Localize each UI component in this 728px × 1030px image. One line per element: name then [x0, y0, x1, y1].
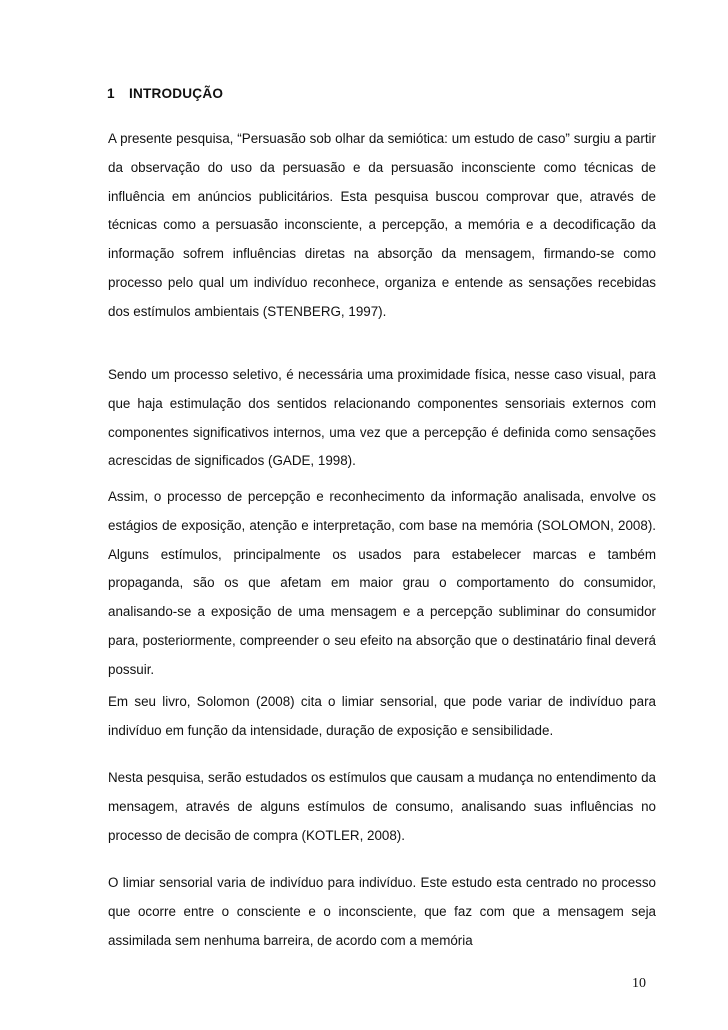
paragraph-threshold-varies: O limiar sensorial varia de indivíduo para indivíduo. Este estudo esta centrado no processo que ocorre entre o consciente e o inconsciente, que faz com que a mensagem seja assimilada sem nenhuma barreira, de acordo com a memória — [108, 875, 656, 948]
paragraph-perception-process: Assim, o processo de percepção e reconhecimento da informação analisada, envolve os estágios de exposição, atenção e interpretação, com base na memória (SOLOMON, 2008). Alguns estímulos, principalmente os usados para estabelecer marcas e também propaganda, são os que afetam em maior grau o comportamento do consumidor, analisando-se a exposição de uma mensagem e a percepção subliminar do consumidor para, posteriormente, compreender o seu efeito na absorção que o destinatário final deverá possuir. — [108, 489, 656, 677]
section-number: 1 — [107, 86, 115, 101]
paragraph-sensory-threshold: Em seu livro, Solomon (2008) cita o limiar sensorial, que pode variar de indivíduo para indivíduo em função da intensidade, duração de exposição e sensibilidade. — [108, 694, 656, 738]
paragraph-selective-process: Sendo um processo seletivo, é necessária uma proximidade física, nesse caso visual, para que haja estimulação dos sentidos relacionando componentes sensoriais externos com componentes significativos internos, uma vez que a percepção é definida como sensações acrescidas de significados (GADE, 1998). — [108, 367, 656, 469]
section-heading — [107, 86, 223, 101]
page-number: 10 — [632, 976, 646, 991]
section-title: INTRODUÇÃO — [128, 86, 224, 101]
paragraph-intro: A presente pesquisa, “Persuasão sob olhar da semiótica: um estudo de caso” surgiu a partir da observação do uso da persuasão e da persuasão inconsciente como técnicas de influência em anúncios publicitários. Esta pesquisa buscou comprovar que, através de técnicas como a persuasão inconsciente, a percepção, a memória e a decodificação da informação sofrem influências diretas na absorção da mensagem, firmando-se como processo pelo qual um indivíduo reconhece, organiza e entende as sensações recebidas dos estímulos ambientais (STENBERG, 1997). — [108, 131, 656, 319]
paragraph-research-stimuli: Nesta pesquisa, serão estudados os estímulos que causam a mudança no entendimento da mensagem, através de alguns estímulos de consumo, analisando suas influências no processo de decisão de compra (KOTLER, 2008). — [108, 770, 656, 843]
